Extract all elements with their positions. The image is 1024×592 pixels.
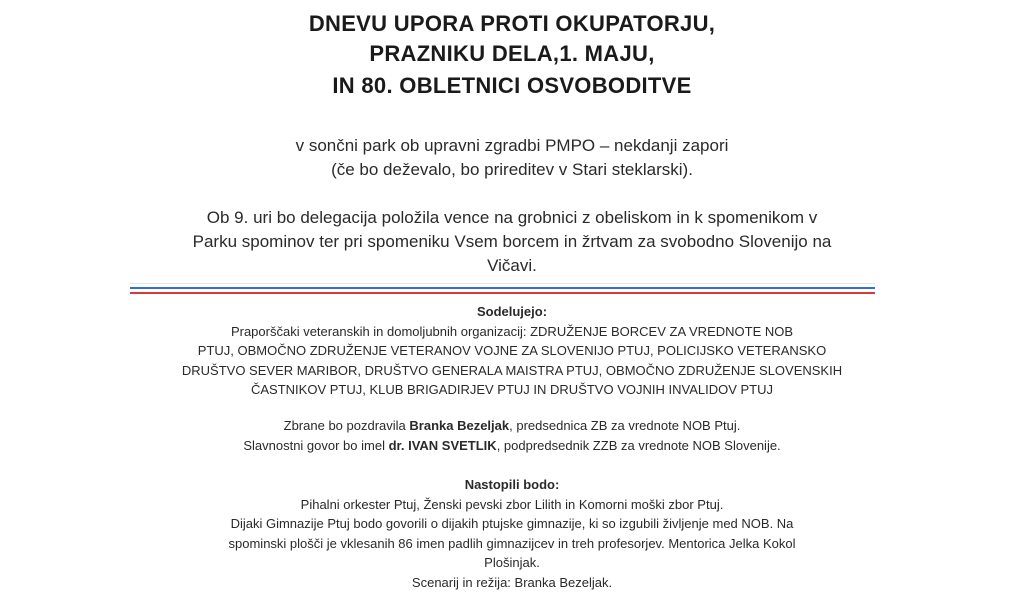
venue-line-2: (če bo deževalo, bo prireditev v Stari steklarski).	[0, 158, 1024, 182]
speech-prefix: Slavnostni govor bo imel	[243, 438, 388, 453]
delegation-line-1: Ob 9. uri bo delegacija položila vence na grobnici z obeliskom in k spomenikom v	[0, 206, 1024, 230]
greetings-section	[0, 416, 1024, 455]
title-line-3: IN 80. OBLETNICI OSVOBODITVE	[0, 72, 1024, 100]
title-line-2: PRAZNIKU DELA,1. MAJU,	[0, 40, 1024, 68]
delegation-line-2: Parku spominov ter pri spomeniku Vsem borcem in žrtvam za svobodno Slovenijo na	[0, 230, 1024, 254]
delegation-paragraph	[0, 206, 1024, 278]
participants-line-1: Praporščaki veteranskih in domoljubnih organizacij: ZDRUŽENJE BORCEV ZA VREDNOTE NOB	[0, 322, 1024, 342]
title-line-1: DNEVU UPORA PROTI OKUPATORJU,	[0, 10, 1024, 38]
participants-heading: Sodelujejo:	[0, 302, 1024, 322]
performers-line-5: Scenarij in režija: Branka Bezeljak.	[0, 573, 1024, 592]
flag-divider-red	[130, 292, 875, 294]
participants-section	[0, 302, 1024, 400]
performers-line-4: Plošinjak.	[0, 553, 1024, 573]
performers-section	[0, 475, 1024, 592]
delegation-line-3: Vičavi.	[0, 254, 1024, 278]
performers-line-3: spominski plošči je vklesanih 86 imen padlih gimnazijcev in treh profesorjev. Mentorica Jelka Kokol	[0, 534, 1024, 554]
participants-line-3: DRUŠTVO SEVER MARIBOR, DRUŠTVO GENERALA MAISTRA PTUJ, OBMOČNO ZDRUŽENJE SLOVENSKIH	[0, 361, 1024, 381]
flag-divider-blue	[130, 287, 875, 289]
speech-suffix: , podpredsednik ZZB za vrednote NOB Slovenije.	[497, 438, 781, 453]
speech-line	[0, 436, 1024, 456]
venue-paragraph	[0, 134, 1024, 182]
performers-line-1: Pihalni orkester Ptuj, Ženski pevski zbor Lilith in Komorni moški zbor Ptuj.	[0, 495, 1024, 515]
participants-line-2: PTUJ, OBMOČNO ZDRUŽENJE VETERANOV VOJNE ZA SLOVENIJO PTUJ, POLICIJSKO VETERANSKO	[0, 341, 1024, 361]
greeting-line	[0, 416, 1024, 436]
performers-line-2: Dijaki Gimnazije Ptuj bodo govorili o dijakih ptujske gimnazije, ki so izgubili življenje med NOB. Na	[0, 514, 1024, 534]
performers-heading: Nastopili bodo:	[0, 475, 1024, 495]
greeting-suffix: , predsednica ZB za vrednote NOB Ptuj.	[509, 418, 740, 433]
greeting-prefix: Zbrane bo pozdravila	[284, 418, 410, 433]
greeting-name: Branka Bezeljak	[409, 418, 509, 433]
flag-divider-white	[130, 283, 875, 284]
venue-line-1: v sončni park ob upravni zgradbi PMPO – nekdanji zapori	[0, 134, 1024, 158]
speech-name: dr. IVAN SVETLIK	[389, 438, 497, 453]
participants-line-4: ČASTNIKOV PTUJ, KLUB BRIGADIRJEV PTUJ IN DRUŠTVO VOJNIH INVALIDOV PTUJ	[0, 380, 1024, 400]
